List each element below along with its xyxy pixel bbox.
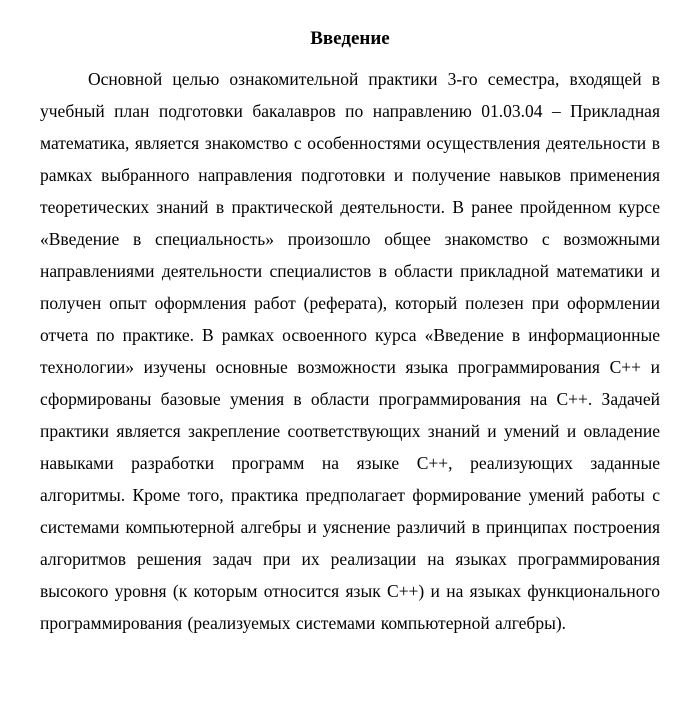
document-title: Введение — [310, 28, 390, 49]
body-paragraph: Основной целью ознакомительной практики 3-го семестра, входящей в учебный план подготовки бакалавров по направлению 01.03.04 – Прикладная математика, является знакомство с особенностями осуществления деятельности в рамках выбранного направления подготовки и получение навыков применения теоретических знаний в практической деятельности. В ранее пройденном курсе «Введение в специальность» произошло общее знакомство с возможными направлениями деятельности специалистов в области прикладной математики и получен опыт оформления работ (реферата), который полезен при оформлении отчета по практике. В рамках освоенного курса «Введение в информационные технологии» изучены основные возможности языка программирования C++ и сформированы базовые умения в области программирования на C++. Задачей практики является закрепление соответствующих знаний и умений и овладение навыками разработки программ на языке C++, реализующих заданные алгоритмы. Кроме того, практика предполагает формирование умений работы с системами компьютерной алгебры и уяснение различий в принципах построения алгоритмов решения задач при их реализации на языках программирования высокого уровня (к которым относится язык C++) и на языках функционального программирования (реализуемых системами компьютерной алгебры). — [40, 68, 660, 633]
